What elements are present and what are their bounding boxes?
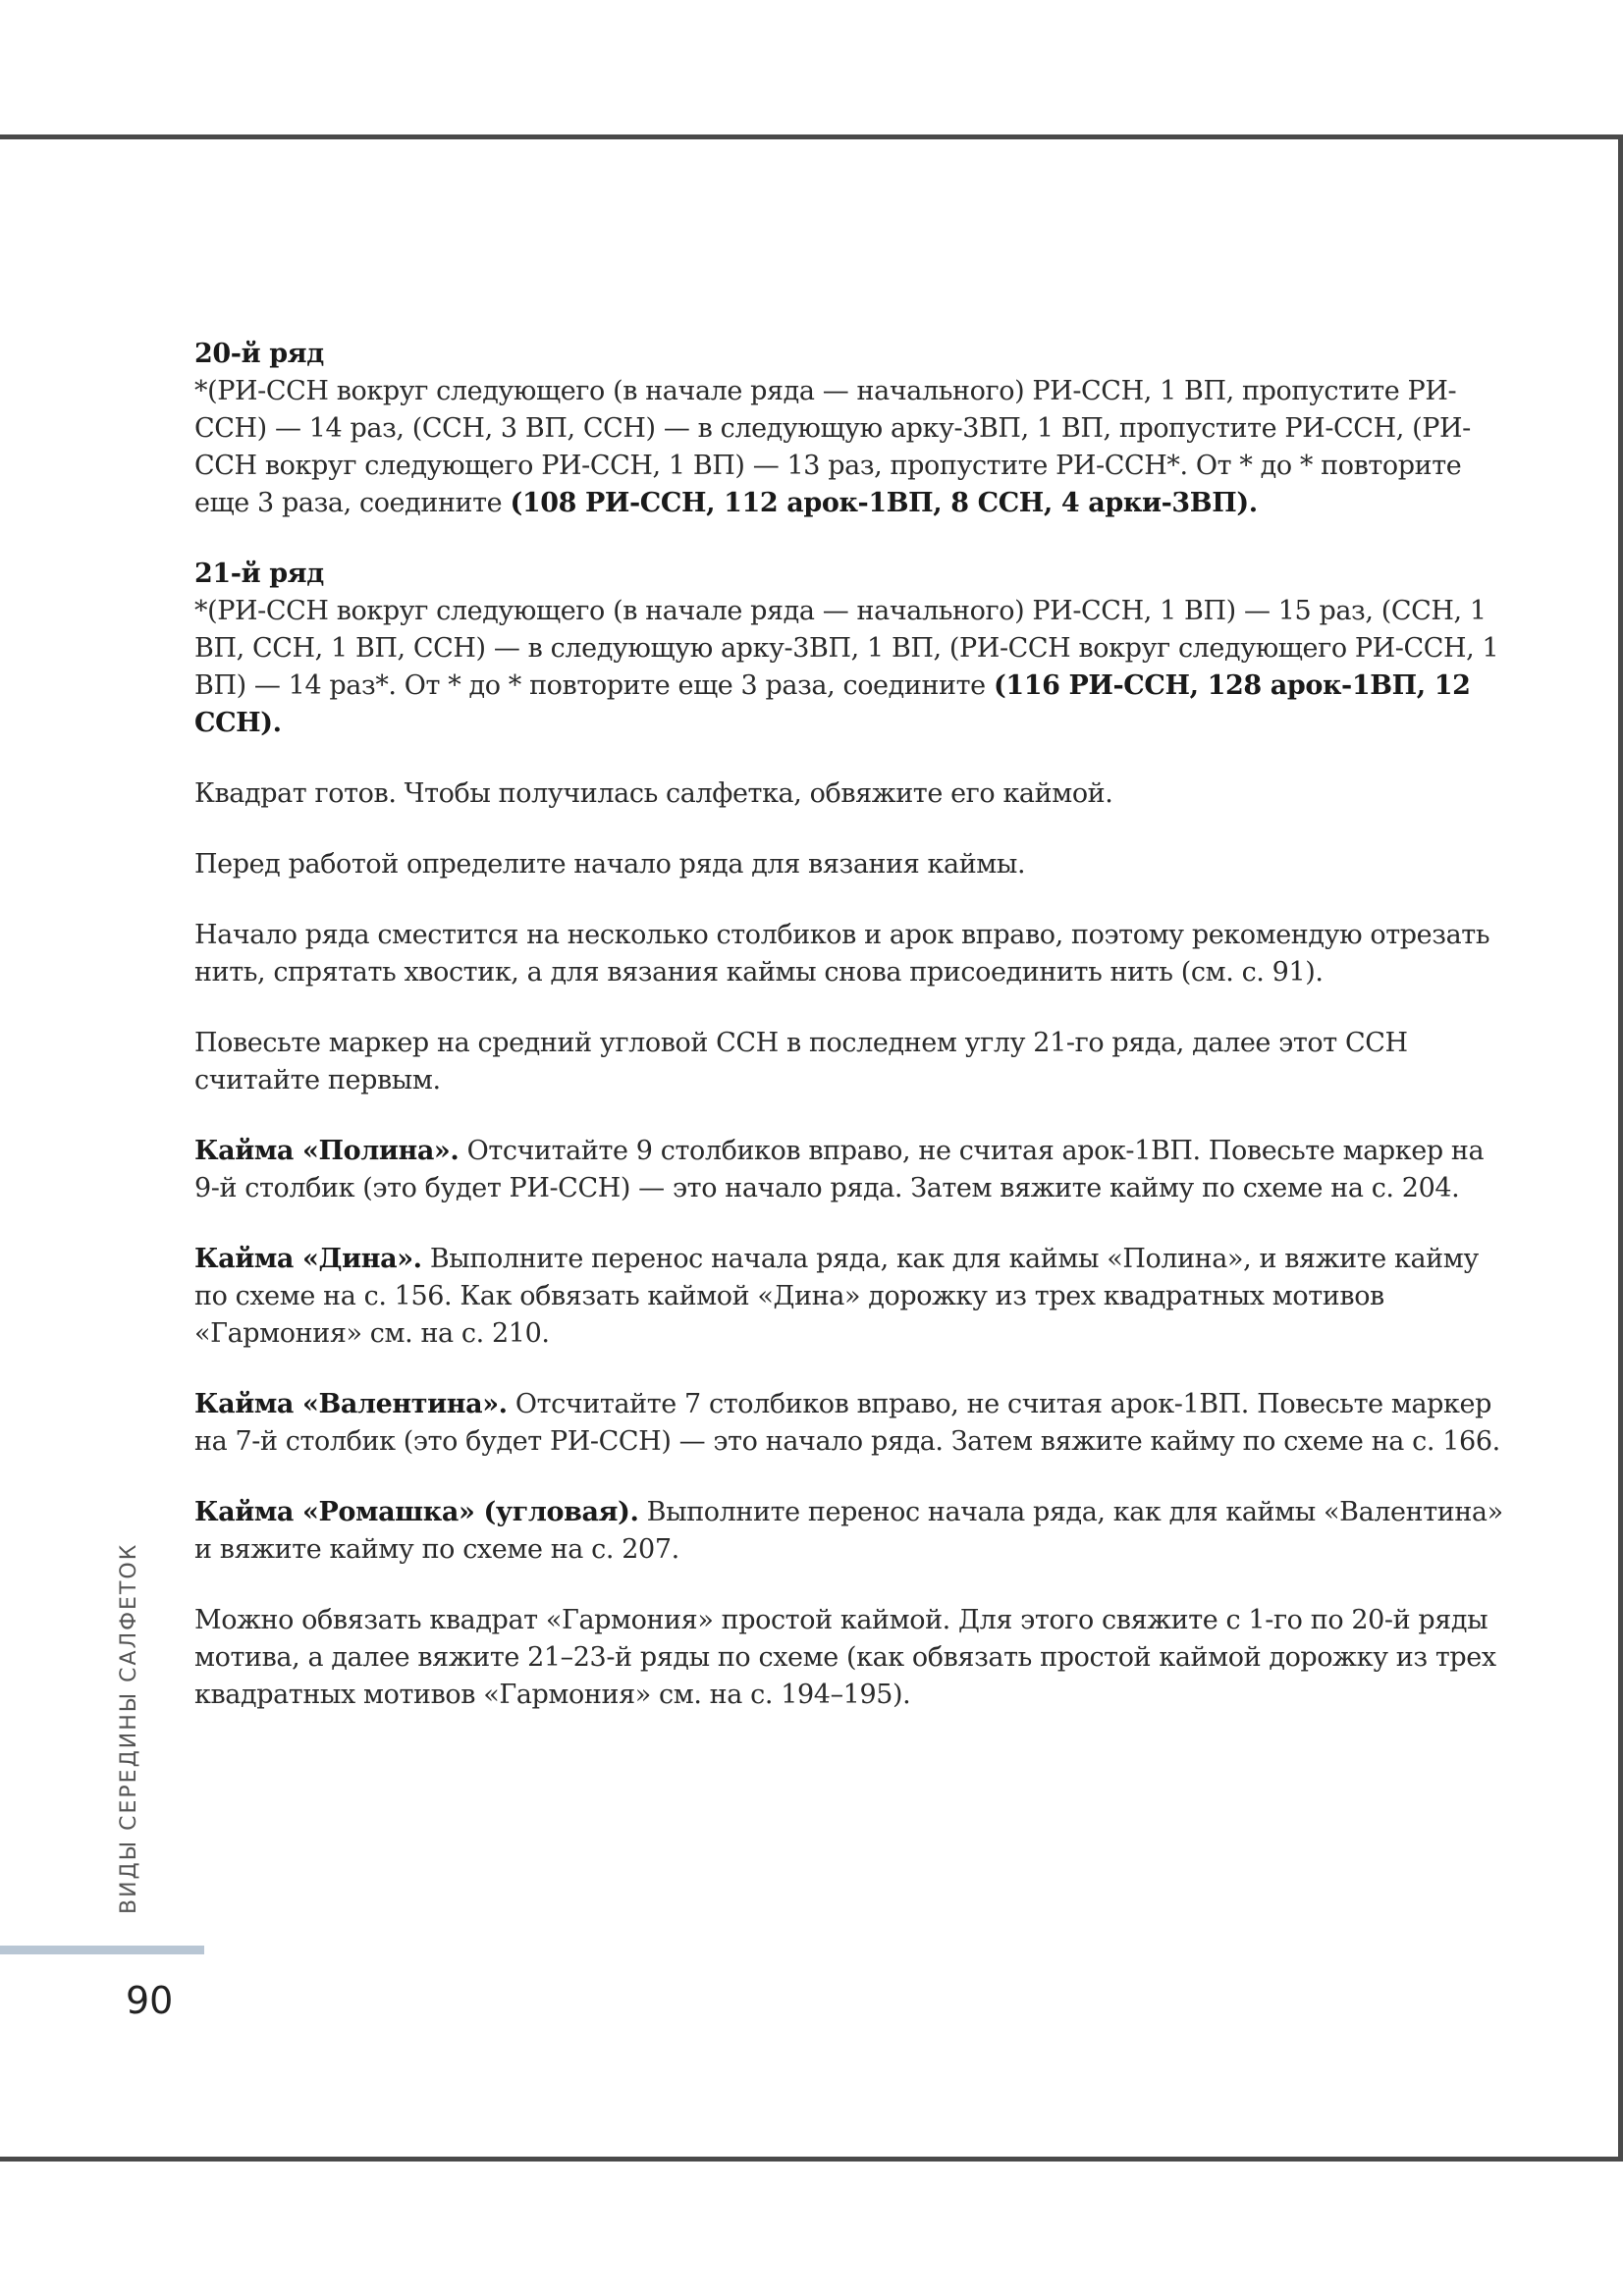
border-dina-block xyxy=(194,1241,1510,1353)
paragraph xyxy=(194,1025,1510,1099)
row-heading: 20-й ряд xyxy=(194,339,324,369)
row-summary: (116 РИ-ССН, 128 арок-1ВП, 12 ССН). xyxy=(194,670,1471,738)
border-polina-block xyxy=(194,1133,1510,1207)
page-number: 90 xyxy=(126,1979,174,2022)
border-title: Кайма «Валентина». xyxy=(194,1389,508,1419)
border-text: Выполните перенос начала ряда, как для каймы «Полина», и вяжите кайму по схеме на с. 156. Как обвязать каймой «Дина» дорожку из трех квадратных мотивов «Гармония» см. на с. 210. xyxy=(194,1244,1479,1349)
row-20-block xyxy=(194,336,1510,522)
border-title: Кайма «Полина». xyxy=(194,1136,460,1166)
page-content xyxy=(194,336,1510,1747)
border-romashka-block xyxy=(194,1494,1510,1569)
row-text: *(РИ-ССН вокруг следующего (в начале ряда — начального) РИ-ССН, 1 ВП) — 15 раз, (ССН, 1 ВП, ССН, 1 ВП, ССН) — в следующую арку-3ВП, 1 ВП, (РИ-ССН вокруг следующего РИ-ССН, 1 ВП) — 14 раз*. От * до * повторите еще 3 раза, соедините xyxy=(194,596,1499,701)
paragraph xyxy=(194,775,1510,813)
final-paragraph-block xyxy=(194,1602,1510,1714)
row-instructions xyxy=(194,593,1510,742)
border-title: Кайма «Ромашка» (угловая). xyxy=(194,1497,639,1527)
paragraph-text: Начало ряда сместится на несколько столбиков и арок вправо, поэтому рекомендую отрезать нить, спрятать хвостик, а для вязания каймы снова присоединить нить (см. с. 91). xyxy=(194,920,1490,988)
accent-bar xyxy=(0,1946,204,1954)
border-title: Кайма «Дина». xyxy=(194,1244,422,1274)
row-text: *(РИ-ССН вокруг следующего (в начале ряда — начального) РИ-ССН, 1 ВП, пропустите РИ-ССН) — 14 раз, (ССН, 3 ВП, ССН) — в следующую арку-3ВП, 1 ВП, пропустите РИ-ССН, (РИ-ССН вокруг следующего РИ-ССН, 1 ВП) — 13 раз, пропустите РИ-ССН*. От * до * повторите еще 3 раза, соедините xyxy=(194,376,1471,518)
row-summary: (108 РИ-ССН, 112 арок-1ВП, 8 ССН, 4 арки-3ВП). xyxy=(510,488,1258,518)
border-description xyxy=(194,1386,1510,1461)
border-text: Отсчитайте 9 столбиков вправо, не считая арок-1ВП. Повесьте маркер на 9-й столбик (это будет РИ-ССН) — это начало ряда. Затем вяжите кайму по схеме на с. 204. xyxy=(194,1136,1485,1203)
final-paragraph: Можно обвязать квадрат «Гармония» простой каймой. Для этого свяжите с 1-го по 20-й ряды мотива, а далее вяжите 21–23-й ряды по схеме (как обвязать простой каймой дорожку из трех квадратных мотивов «Гармония» см. на с. 194–195). xyxy=(194,1605,1496,1710)
paragraph-text: Повесьте маркер на средний угловой ССН в последнем углу 21-го ряда, далее этот ССН считайте первым. xyxy=(194,1028,1408,1095)
row-instructions xyxy=(194,373,1510,522)
paragraph-text: Перед работой определите начало ряда для вязания каймы. xyxy=(194,849,1026,880)
border-description xyxy=(194,1241,1510,1353)
paragraph xyxy=(194,846,1510,883)
row-heading: 21-й ряд xyxy=(194,559,324,589)
border-valentina-block xyxy=(194,1386,1510,1461)
section-sidebar-label: ВИДЫ СЕРЕДИНЫ САЛФЕТОК xyxy=(117,1542,141,1914)
row-21-block xyxy=(194,556,1510,742)
border-text: Выполните перенос начала ряда, как для каймы «Валентина» и вяжите кайму по схеме на с. 207. xyxy=(194,1497,1503,1565)
paragraph-text: Квадрат готов. Чтобы получилась салфетка, обвяжите его каймой. xyxy=(194,778,1113,809)
paragraph xyxy=(194,917,1510,991)
border-description xyxy=(194,1133,1510,1207)
border-text: Отсчитайте 7 столбиков вправо, не считая арок-1ВП. Повесьте маркер на 7-й столбик (это будет РИ-ССН) — это начало ряда. Затем вяжите кайму по схеме на с. 166. xyxy=(194,1389,1500,1457)
border-description xyxy=(194,1494,1510,1569)
